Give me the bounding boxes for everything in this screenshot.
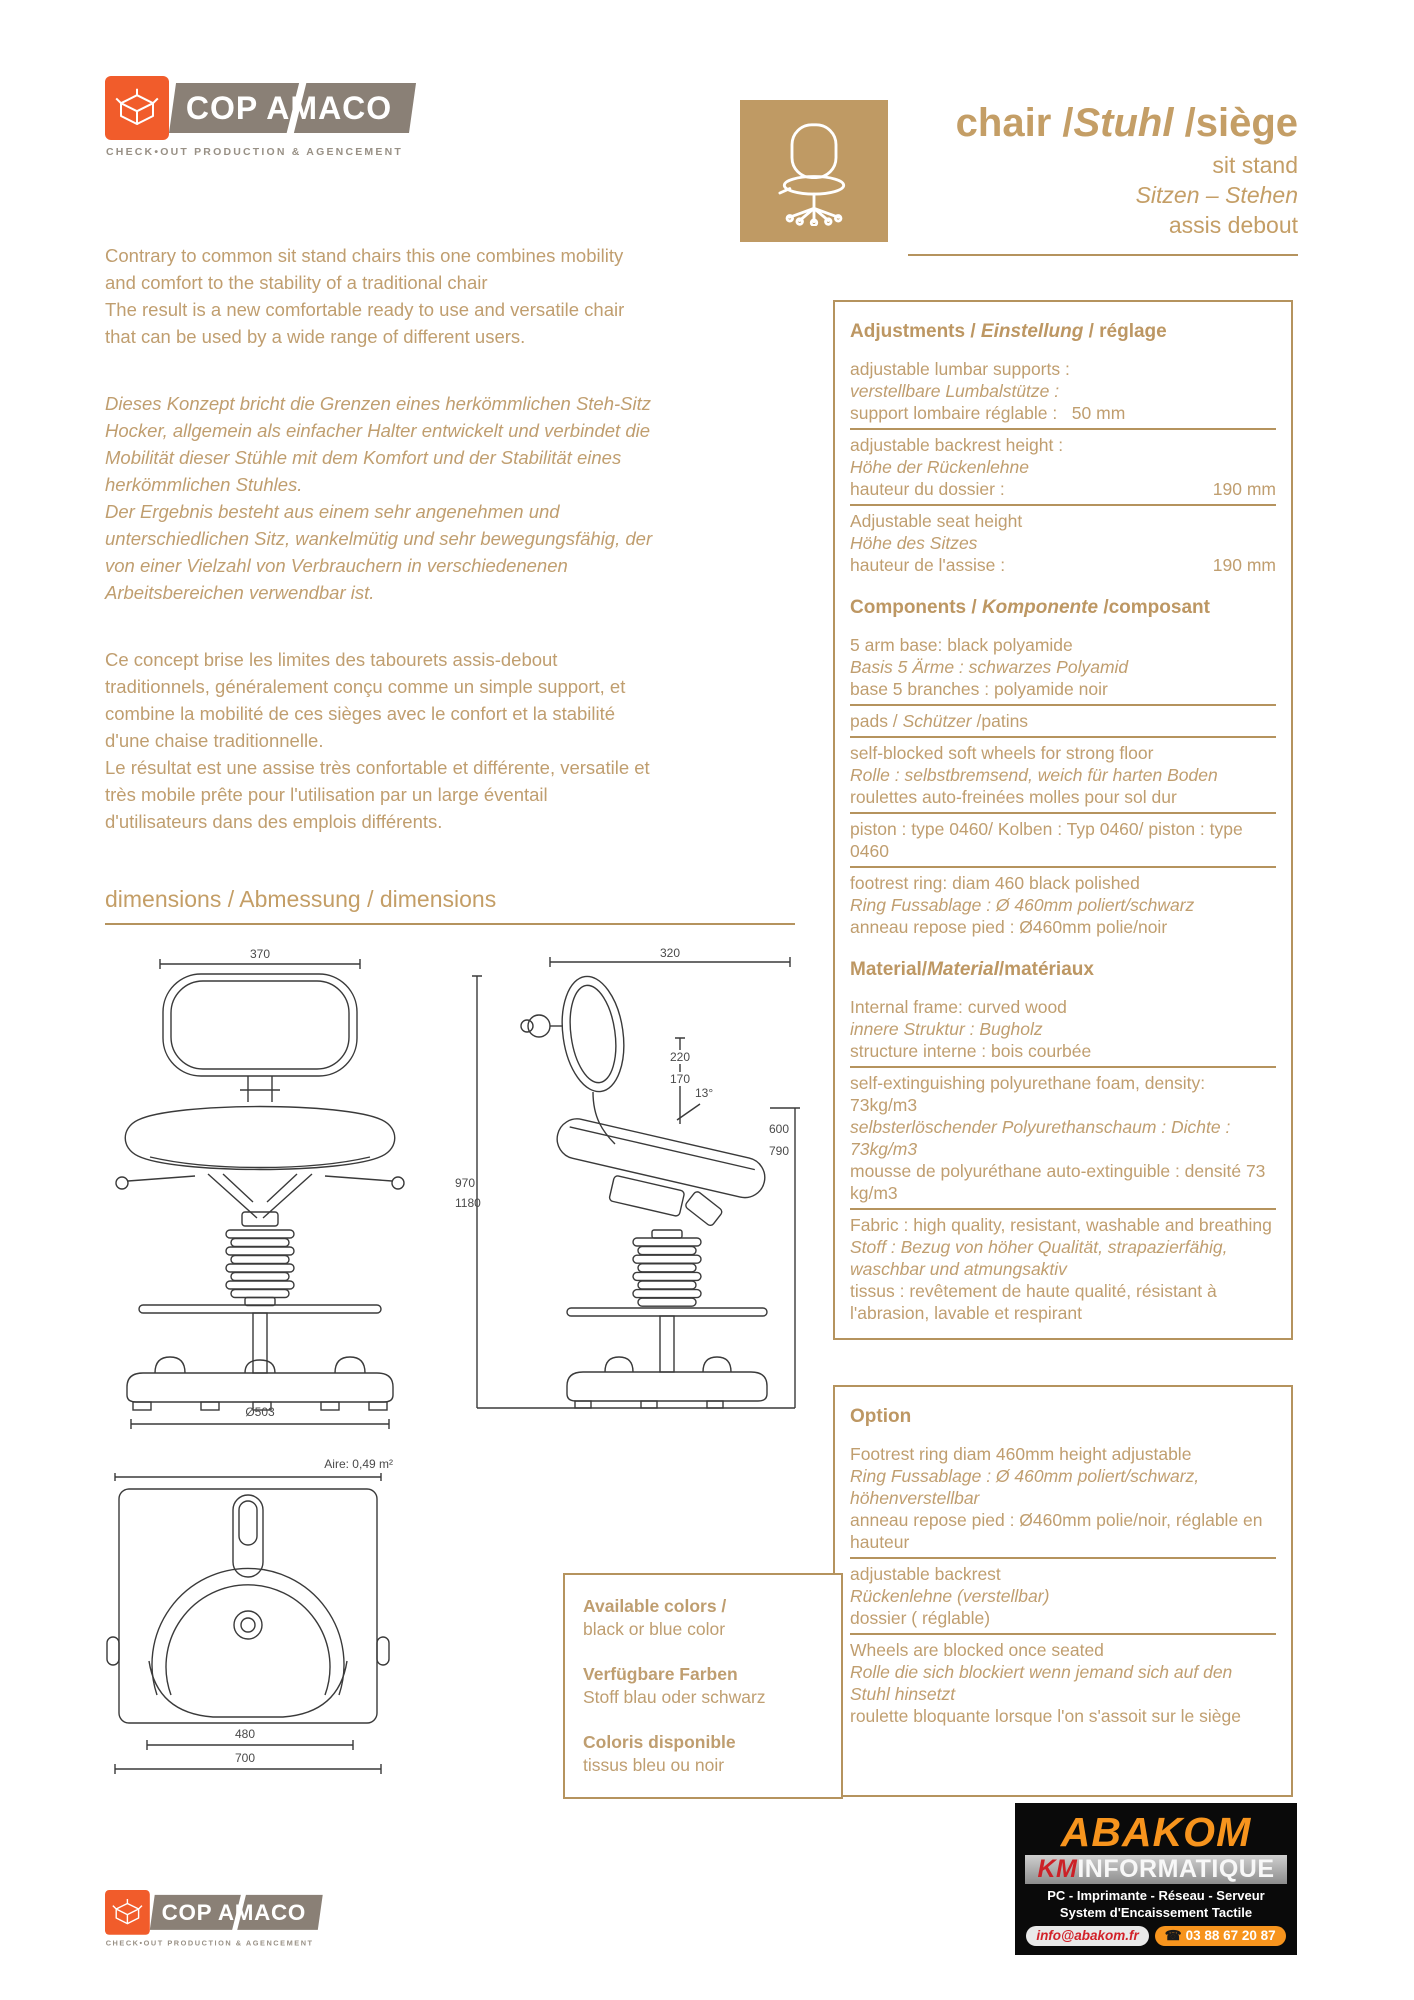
abakom-name: ABAKOM [1060,1809,1252,1855]
subtitle-de: Sitzen – Stehen [1135,182,1298,208]
spec-row: pads / Schützer /patins [850,706,1276,738]
dim-side-back1: 220 [658,1050,702,1064]
section-header-option: Option [850,1406,912,1427]
dim-top-area: Aire: 0,49 m² [324,1457,393,1471]
intro-de [105,390,653,606]
page-title-group [908,100,1298,256]
title-de: Stuhl [1073,101,1174,145]
intro-en [105,242,653,350]
abakom-line2: System d'Encaissement Tactile [1059,1905,1253,1920]
dim-top-inner: 480 [234,1727,256,1741]
section-header-adjustments: Adjustments / Einstellung / réglage [850,321,1167,342]
intro-fr-p1: Ce concept brise les limites des tabourets assis-debout traditionnels, généralement conçu comme un simple support, et combine la mobilité de ces sièges avec le confort et la stabilité d'une chaise traditionnelle. [105,649,626,751]
dim-top-outer: 700 [234,1751,256,1765]
box-icon [105,76,169,140]
phone-icon: ☎ [1164,1928,1182,1943]
spec-row: self-blocked soft wheels for strong floor Rolle : selbstbremsend, weich für harten Boden roulettes auto-freinées molles pour sol dur [850,738,1276,814]
dimensions-heading: dimensions / Abmessung / dimensions [105,886,795,925]
brand-tagline: CHECK•OUT PRODUCTION & AGENCEMENT [106,146,403,158]
section-header-material: Material/Material/matériaux [850,959,1094,980]
brand-name: COP AMACO [185,90,393,126]
abakom-email: info@abakom.fr [1026,1926,1148,1946]
dim-side-depth: 320 [659,946,681,960]
dim-side-height-max: 1180 [455,1196,481,1210]
abakom-logo [1015,1803,1297,1955]
colors-pair-en: Available colors / black or blue color [583,1596,727,1639]
spec-row: adjustable lumbar supports : verstellbare Lumbalstütze : support lombaire réglable : 50 mm [850,354,1276,430]
spec-row: Fabric : high quality, resistant, washable and breathing Stoff : Bezug von höher Qualität, strapazierfähig, waschbar und atmungsaktiv tissus : revêtement de haute qualité, résistant à l'abrasion, lavable et respirant [850,1215,1272,1323]
product-icon-box [740,100,888,242]
spec-row: piston : type 0460/ Kolben : Typ 0460/ piston : type 0460 [850,814,1276,868]
box-icon [105,1890,150,1935]
subtitle-fr: assis debout [1168,212,1298,238]
intro-en-p2: The result is a new comfortable ready to use and versatile chair that can be used by a wide range of different users. [105,299,625,347]
spec-box-option [833,1385,1293,1797]
footer-brand-logo: COP AMACO CHECK•OUT PRODUCTION & AGENCEMENT [105,1890,329,1954]
drawing-front-view [105,947,415,1438]
abakom-contact [1023,1926,1289,1946]
drawing-top-view [105,1455,405,1785]
abakom-bar: KMINFORMATIQUE [1025,1855,1287,1884]
dim-side-back2: 170 [658,1072,702,1086]
spec-row: 5 arm base: black polyamide Basis 5 Ärme : schwarzes Polyamid base 5 branches : polyamide noir [850,630,1276,706]
colors-pair-fr: Coloris disponible tissus bleu ou noir [583,1732,736,1775]
title-en: chair / [955,101,1074,145]
intro-text [105,242,653,875]
drawing-side-view [455,946,805,1438]
spec-row: adjustable backrest height : Höhe der Rückenlehne hauteur du dossier : 190 mm [850,430,1276,506]
dim-side-seat-min: 600 [768,1122,789,1136]
intro-de-p2: Der Ergebnis besteht aus einem sehr angenehmen und unterschiedlichen Sitz, wankelmütig und sehr bewegungsfähig, der von einer Vielzahl von Verbrauchern in verschiedenenen Arbeitsbereichen verwendbar ist. [105,501,653,603]
brand-logo [105,76,425,168]
spec-row: footrest ring: diam 460 black polished Ring Fussablage : Ø 460mm poliert/schwarz anneau repose pied : Ø460mm polie/noir [850,873,1195,937]
colors-pair-de: Verfügbare Farben Stoff blau oder schwarz [583,1664,766,1707]
spec-row: self-extinguishing polyurethane foam, density: 73kg/m3 selbsterlöschender Polyurethanschaum : Dichte : 73kg/m3 mousse de polyuréthane auto-extinguible : densité 73 kg/m3 [850,1068,1276,1210]
title-fr: /siège [1173,101,1298,145]
intro-de-p1: Dieses Konzept bricht die Grenzen eines herkömmlichen Steh-Sitz Hocker, allgemein als einfacher Halter entwickelt und verbindet die Mobilität dieser Stühle mit dem Komfort und der Stabilität eines herkömmlichen Stuhles. [105,393,652,495]
intro-fr-p2: Le résultat est une assise très confortable et différente, versatile et très mobile prête pour l'utilisation par un large éventail d'utilisateurs dans des emplois différents. [105,757,650,832]
dim-front-base-diameter: Ø503 [245,1405,275,1419]
spec-row: adjustable backrest Rückenlehne (verstellbar) dossier ( réglable) [850,1559,1276,1635]
abakom-line1: PC - Imprimante - Réseau - Serveur [1047,1888,1265,1903]
dim-side-seat-max: 790 [768,1144,789,1158]
dim-side-height-min: 970 [455,1176,476,1190]
spec-row: Internal frame: curved wood innere Struktur : Bugholz structure interne : bois courbée [850,992,1276,1068]
chair-icon [759,116,869,226]
spec-row: Adjustable seat height Höhe des Sitzes hauteur de l'assise : 190 mm [850,511,1276,575]
dim-front-width: 370 [249,947,271,961]
intro-en-p1: Contrary to common sit stand chairs this one combines mobility and comfort to the stability of a traditional chair [105,245,624,293]
spec-row: Footrest ring diam 460mm height adjustable Ring Fussablage : Ø 460mm poliert/schwarz, höhenverstellbar anneau repose pied : Ø460mm polie/noir, réglable en hauteur [850,1439,1276,1559]
colors-box [563,1573,843,1799]
intro-fr [105,646,653,835]
dim-side-angle: 13° [695,1086,714,1100]
spec-row: Wheels are blocked once seated Rolle die sich blockiert wenn jemand sich auf den Stuhl hinsetzt roulette bloquante lorsque l'on s'assoit sur le siège [850,1640,1241,1726]
abakom-phone: ☎ 03 88 67 20 87 [1155,1926,1286,1946]
title-block [740,100,1298,256]
spec-box-main [833,300,1293,1340]
page-title [908,100,1298,146]
section-header-components: Components / Komponente /composant [850,597,1210,618]
subtitle-en: sit stand [1212,152,1298,178]
